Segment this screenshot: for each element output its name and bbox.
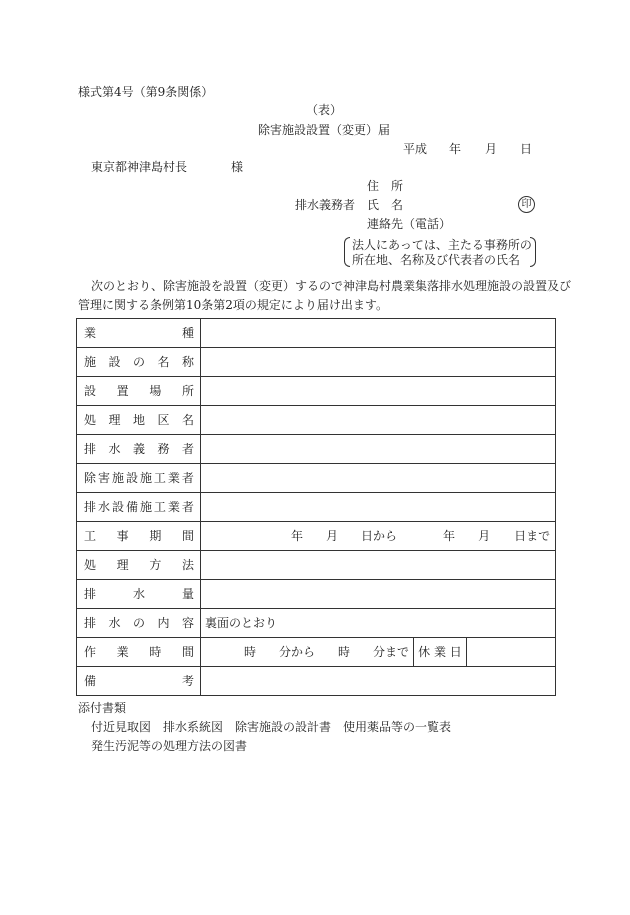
period-day-to: 日まで: [514, 529, 551, 543]
label-char: 設: [84, 384, 97, 398]
row-label: [77, 609, 201, 638]
row-value-field[interactable]: [201, 493, 556, 522]
note-line-1: 法人にあっては、主たる事務所の: [352, 238, 532, 252]
label-char: 設: [108, 355, 121, 369]
row-label-text: [77, 472, 200, 484]
row-value-field[interactable]: [201, 377, 556, 406]
label-char: 義: [132, 442, 145, 456]
row-value-field[interactable]: [201, 551, 556, 580]
table-row: [77, 319, 556, 348]
label-char: 内: [157, 616, 170, 630]
period-day-from: 日から: [361, 529, 398, 543]
period-year-to: 年: [443, 529, 456, 543]
work-min-from: 分から: [279, 645, 316, 659]
row-label: [77, 493, 201, 522]
label-char: 名: [181, 413, 194, 427]
label-char: 排: [84, 587, 97, 601]
row-label: [77, 406, 201, 435]
row-value-field[interactable]: [201, 464, 556, 493]
addressee: 東京都神津島村長: [91, 160, 188, 174]
table-row: [77, 609, 556, 638]
label-char: 工: [84, 529, 97, 543]
address-label: 住 所: [367, 179, 404, 193]
label-char: 処: [84, 413, 97, 427]
corporation-note: [344, 237, 536, 267]
label-char: 施: [139, 471, 152, 485]
label-char: 業: [116, 645, 129, 659]
period-row: [205, 522, 555, 550]
name-label: 氏 名: [367, 198, 404, 212]
label-char: 名: [157, 355, 170, 369]
row-label-text: [77, 588, 200, 600]
row-label: [77, 377, 201, 406]
row-label: [77, 580, 201, 609]
label-char: の: [132, 355, 145, 369]
row-label: [77, 551, 201, 580]
label-char: 事: [116, 529, 129, 543]
document-title: 除害施設設置（変更）届: [258, 123, 391, 137]
table-row: [77, 464, 556, 493]
addressee-honorific: 様: [231, 160, 244, 174]
table-row: [77, 406, 556, 435]
label-char: 排: [84, 500, 97, 514]
row-label: [77, 435, 201, 464]
label-char: 種: [181, 326, 194, 340]
label-char: 務: [157, 442, 170, 456]
label-char: の: [132, 616, 145, 630]
label-char: 工: [153, 471, 166, 485]
label-char: 水: [132, 587, 145, 601]
row-label-text: [77, 414, 200, 426]
label-char: 法: [181, 558, 194, 572]
label-char: 業: [167, 500, 180, 514]
label-char: 間: [181, 645, 194, 659]
label-char: 量: [181, 587, 194, 601]
label-char: 方: [149, 558, 162, 572]
work-min-to: 分まで: [373, 645, 410, 659]
label-char: 所: [181, 384, 194, 398]
work-hour-to: 時: [338, 645, 351, 659]
label-char: 業: [167, 471, 180, 485]
row-label-text: [77, 443, 200, 455]
date-day: 日: [520, 142, 533, 156]
table-row: [77, 348, 556, 377]
row-label: [77, 348, 201, 377]
row-value-field[interactable]: [201, 580, 556, 609]
label-char: 時: [149, 645, 162, 659]
label-char: 設: [125, 471, 138, 485]
label-char: 者: [181, 442, 194, 456]
label-char: 除: [84, 471, 97, 485]
label-char: 者: [181, 471, 194, 485]
table-row: [77, 493, 556, 522]
label-char: 容: [181, 616, 194, 630]
label-char: 場: [149, 384, 162, 398]
label-char: 期: [149, 529, 162, 543]
label-char: 作: [84, 645, 97, 659]
holiday-label: 休 業 日: [414, 638, 467, 667]
label-char: 水: [108, 616, 121, 630]
label-char: 業: [84, 326, 97, 340]
work-time-row: [201, 638, 413, 666]
row-label-text: [77, 356, 200, 368]
work-time-field[interactable]: [201, 638, 414, 667]
row-label: [77, 638, 201, 667]
date-month: 月: [485, 142, 498, 156]
date-era: 平成: [403, 142, 428, 156]
row-value-field[interactable]: [201, 667, 556, 696]
row-value-field[interactable]: [201, 348, 556, 377]
label-char: 水: [108, 442, 121, 456]
work-hour-from: 時: [244, 645, 257, 659]
omote-label: （表）: [306, 103, 343, 117]
row-label-text: [77, 559, 200, 571]
contact-label: 連絡先（電話）: [367, 217, 452, 231]
label-char: 地: [132, 413, 145, 427]
intro-line-1: 次のとおり、除害施設を設置（変更）するので神津島村農業集落排水処理施設の設置及び: [91, 279, 572, 293]
construction-period-field[interactable]: [201, 522, 556, 551]
bracket-right: [530, 237, 536, 267]
table-row: [77, 522, 556, 551]
label-char: 施: [139, 500, 152, 514]
attachments-line-1: 付近見取図 排水系統図 除害施設の設計書 使用薬品等の一覧表: [91, 720, 452, 734]
notification-table: [76, 318, 556, 696]
row-label-text: [77, 501, 200, 513]
date-year: 年: [449, 142, 462, 156]
period-month-from: 月: [326, 529, 339, 543]
label-char: 設: [111, 500, 124, 514]
label-char: 施: [84, 355, 97, 369]
bracket-left: [344, 237, 350, 267]
form-number: 様式第4号（第9条関係）: [78, 85, 214, 99]
label-char: 者: [181, 500, 194, 514]
row-label: [77, 522, 201, 551]
holiday-field[interactable]: [467, 638, 556, 667]
seal-mark: 印: [518, 196, 535, 213]
row-label-text: [77, 530, 200, 542]
row-value-field[interactable]: 裏面のとおり: [201, 609, 556, 638]
label-char: 処: [84, 558, 97, 572]
label-char: 称: [181, 355, 194, 369]
label-char: 害: [97, 471, 110, 485]
table-row: [77, 377, 556, 406]
note-line-2: 所在地、名称及び代表者の氏名: [352, 253, 521, 267]
attachments-line-2: 発生汚泥等の処理方法の図書: [91, 739, 248, 753]
intro-line-2: 管理に関する条例第10条第2項の規定により届け出ます。: [78, 298, 388, 312]
row-value-field[interactable]: [201, 435, 556, 464]
row-label: [77, 319, 201, 348]
row-value-field[interactable]: [201, 406, 556, 435]
row-label: [77, 464, 201, 493]
label-char: 置: [116, 384, 129, 398]
attachments-heading: 添付書類: [78, 701, 127, 715]
row-label-text: [77, 327, 200, 339]
label-char: 施: [111, 471, 124, 485]
row-value-field[interactable]: [201, 319, 556, 348]
label-char: 理: [108, 413, 121, 427]
row-label-text: [77, 646, 200, 658]
period-month-to: 月: [478, 529, 491, 543]
discharger-label: 排水義務者: [295, 198, 356, 212]
table-row: [77, 667, 556, 696]
label-char: 排: [84, 616, 97, 630]
row-label-text: [77, 385, 200, 397]
row-label: [77, 667, 201, 696]
table-row: [77, 638, 556, 667]
label-char: 備: [125, 500, 138, 514]
row-label-text: [77, 675, 200, 687]
label-char: 間: [181, 529, 194, 543]
label-char: 水: [97, 500, 110, 514]
table-row: [77, 551, 556, 580]
table-row: [77, 435, 556, 464]
label-char: 考: [181, 674, 194, 688]
label-char: 工: [153, 500, 166, 514]
label-char: 区: [157, 413, 170, 427]
table-row: [77, 580, 556, 609]
label-char: 排: [84, 442, 97, 456]
row-label-text: [77, 617, 200, 629]
label-char: 理: [116, 558, 129, 572]
label-char: 備: [84, 674, 97, 688]
period-year-from: 年: [291, 529, 304, 543]
